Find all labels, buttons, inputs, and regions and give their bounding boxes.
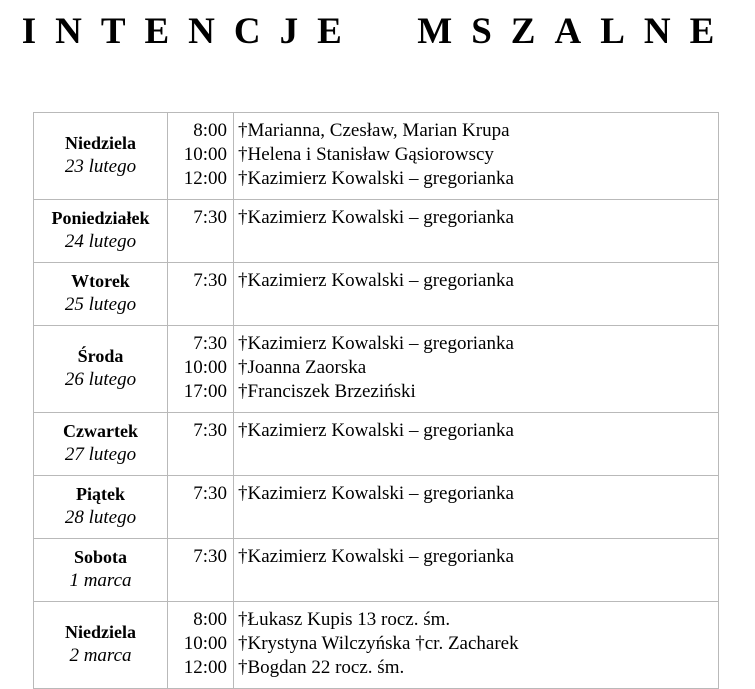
day-row	[34, 539, 719, 602]
mass-intention: †Bogdan 22 rocz. śm.	[238, 657, 405, 678]
day-date: 28 lutego	[64, 507, 137, 528]
day-name: Poniedziałek	[51, 208, 150, 228]
mass-intention: †Kazimierz Kowalski – gregorianka	[238, 270, 514, 291]
day-name: Czwartek	[63, 421, 138, 441]
mass-time: 12:00	[183, 168, 227, 189]
page-title: INTENCJE MSZALNE	[21, 11, 734, 52]
mass-intention: †Kazimierz Kowalski – gregorianka	[238, 546, 514, 567]
mass-intention: †Łukasz Kupis 13 rocz. śm.	[238, 609, 451, 630]
mass-time: 7:30	[193, 333, 227, 354]
mass-intentions-table	[33, 112, 719, 689]
day-row	[34, 113, 719, 200]
day-date: 24 lutego	[64, 231, 137, 252]
intention-cell	[234, 539, 719, 602]
mass-time: 7:30	[193, 270, 227, 291]
day-name: Niedziela	[65, 622, 136, 642]
day-cell	[34, 200, 168, 263]
mass-time: 7:30	[193, 420, 227, 441]
day-row	[34, 602, 719, 689]
mass-time: 7:30	[193, 207, 227, 228]
day-row	[34, 413, 719, 476]
day-date: 1 marca	[69, 570, 132, 591]
day-row	[34, 263, 719, 326]
mass-time: 12:00	[183, 657, 227, 678]
mass-time: 10:00	[183, 357, 227, 378]
mass-time: 10:00	[183, 144, 227, 165]
day-row	[34, 326, 719, 413]
mass-intention: †Kazimierz Kowalski – gregorianka	[238, 333, 514, 354]
time-cell	[168, 200, 234, 263]
day-cell	[34, 113, 168, 200]
time-cell	[168, 476, 234, 539]
time-cell	[168, 539, 234, 602]
day-name: Środa	[77, 346, 124, 366]
mass-intention: †Kazimierz Kowalski – gregorianka	[238, 207, 514, 228]
intention-cell	[234, 602, 719, 689]
day-cell	[34, 263, 168, 326]
day-date: 27 lutego	[64, 444, 137, 465]
day-row	[34, 476, 719, 539]
day-name: Wtorek	[71, 271, 130, 291]
intention-cell	[234, 263, 719, 326]
time-cell	[168, 326, 234, 413]
intention-cell	[234, 413, 719, 476]
mass-time: 7:30	[193, 483, 227, 504]
day-cell	[34, 326, 168, 413]
intention-cell	[234, 200, 719, 263]
day-name: Piątek	[76, 484, 125, 504]
day-date: 23 lutego	[64, 156, 137, 177]
mass-intention: †Marianna, Czesław, Marian Krupa	[238, 120, 510, 141]
mass-intention: †Kazimierz Kowalski – gregorianka	[238, 420, 514, 441]
mass-time: 7:30	[193, 546, 227, 567]
mass-time: 8:00	[193, 609, 227, 630]
day-row	[34, 200, 719, 263]
mass-time: 17:00	[183, 381, 227, 402]
day-cell	[34, 413, 168, 476]
day-date: 25 lutego	[64, 294, 137, 315]
mass-time: 8:00	[193, 120, 227, 141]
day-name: Niedziela	[65, 133, 136, 153]
mass-intention: †Kazimierz Kowalski – gregorianka	[238, 483, 514, 504]
mass-time: 10:00	[183, 633, 227, 654]
day-cell	[34, 602, 168, 689]
time-cell	[168, 602, 234, 689]
time-cell	[168, 113, 234, 200]
intention-cell	[234, 113, 719, 200]
day-name: Sobota	[73, 547, 127, 567]
time-cell	[168, 413, 234, 476]
schedule-body	[34, 113, 719, 689]
mass-intention: †Helena i Stanisław Gąsiorowscy	[238, 144, 494, 165]
mass-intention: †Kazimierz Kowalski – gregorianka	[238, 168, 514, 189]
day-cell	[34, 539, 168, 602]
intention-cell	[234, 476, 719, 539]
day-date: 26 lutego	[64, 369, 137, 390]
mass-intention: †Joanna Zaorska	[238, 357, 367, 378]
time-cell	[168, 263, 234, 326]
intention-cell	[234, 326, 719, 413]
day-cell	[34, 476, 168, 539]
mass-intention: †Krystyna Wilczyńska †cr. Zacharek	[238, 633, 519, 654]
day-date: 2 marca	[69, 645, 132, 666]
mass-intention: †Franciszek Brzeziński	[238, 381, 416, 402]
